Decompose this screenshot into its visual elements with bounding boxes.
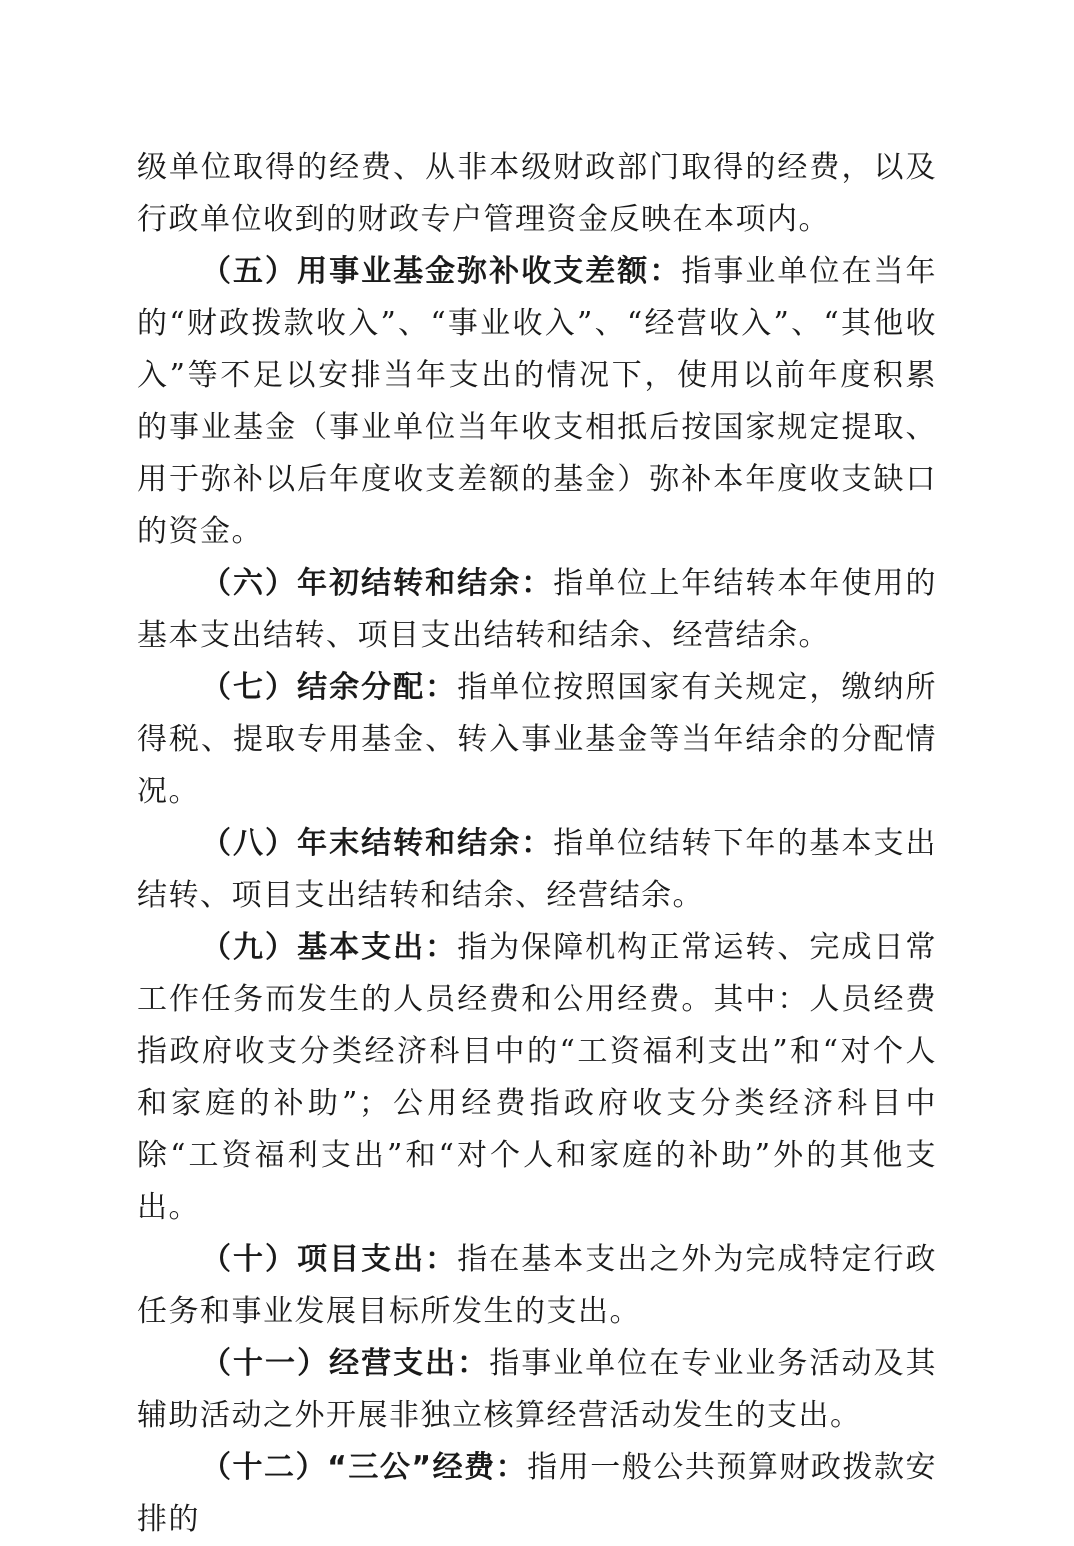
- paragraph-item-9: [137, 922, 937, 1234]
- paragraph-text: 指事业单位在专业业务活动及其辅助活动之外开展非独立核算经营活动发生的支出。: [137, 1346, 938, 1433]
- paragraph-term: （七）结余分配：: [201, 670, 458, 705]
- paragraph-text: 指单位结转下年的基本支出结转、项目支出结转和结余、经营结余。: [137, 826, 937, 913]
- paragraph-term: （十一）经营支出：: [201, 1346, 490, 1381]
- paragraph-item-12: [137, 1442, 937, 1546]
- paragraph-text: 指为保障机构正常运转、完成日常工作任务而发生的人员经费和公用经费。其中：人员经费指政府收支分类经济科目中的“工资福利支出”和“对个人和家庭的补助”；公用经费指政府收支分类经济科目中除“工资福利支出”和“对个人和家庭的补助”外的其他支出。: [137, 930, 938, 1225]
- document-page: [137, 142, 937, 1546]
- paragraph-item-6: [137, 558, 937, 662]
- paragraph-term: （五）用事业基金弥补收支差额：: [201, 254, 682, 289]
- paragraph-item-7: [137, 662, 937, 818]
- paragraph-term: （十）项目支出：: [201, 1242, 458, 1277]
- paragraph-text: 指单位上年结转本年使用的基本支出结转、项目支出结转和结余、经营结余。: [137, 566, 937, 653]
- paragraph-item-10: [137, 1234, 937, 1338]
- paragraph-continuation: [137, 142, 937, 246]
- paragraph-text: 指事业单位在当年的“财政拨款收入”、“事业收入”、“经营收入”、“其他收入”等不足以安排当年支出的情况下，使用以前年度积累的事业基金（事业单位当年收支相抵后按国家规定提取、用于弥补以后年度收支差额的基金）弥补本年度收支缺口的资金。: [137, 254, 938, 549]
- paragraph-text: 指单位按照国家有关规定，缴纳所得税、提取专用基金、转入事业基金等当年结余的分配情况。: [137, 670, 938, 809]
- paragraph-term: （六）年初结转和结余：: [201, 566, 554, 601]
- paragraph-text: 指在基本支出之外为完成特定行政任务和事业发展目标所发生的支出。: [137, 1242, 938, 1329]
- paragraph-item-8: [137, 818, 937, 922]
- paragraph-text: 级单位取得的经费、从非本级财政部门取得的经费，以及行政单位收到的财政专户管理资金反映在本项内。: [137, 150, 937, 237]
- paragraph-item-11: [137, 1338, 937, 1442]
- paragraph-text: 指用一般公共预算财政拨款安排的: [137, 1450, 937, 1537]
- paragraph-term: （八）年末结转和结余：: [201, 826, 554, 861]
- paragraph-item-5: [137, 246, 937, 558]
- paragraph-term: （九）基本支出：: [201, 930, 458, 965]
- paragraph-term: （十二）“三公”经费：: [201, 1450, 528, 1485]
